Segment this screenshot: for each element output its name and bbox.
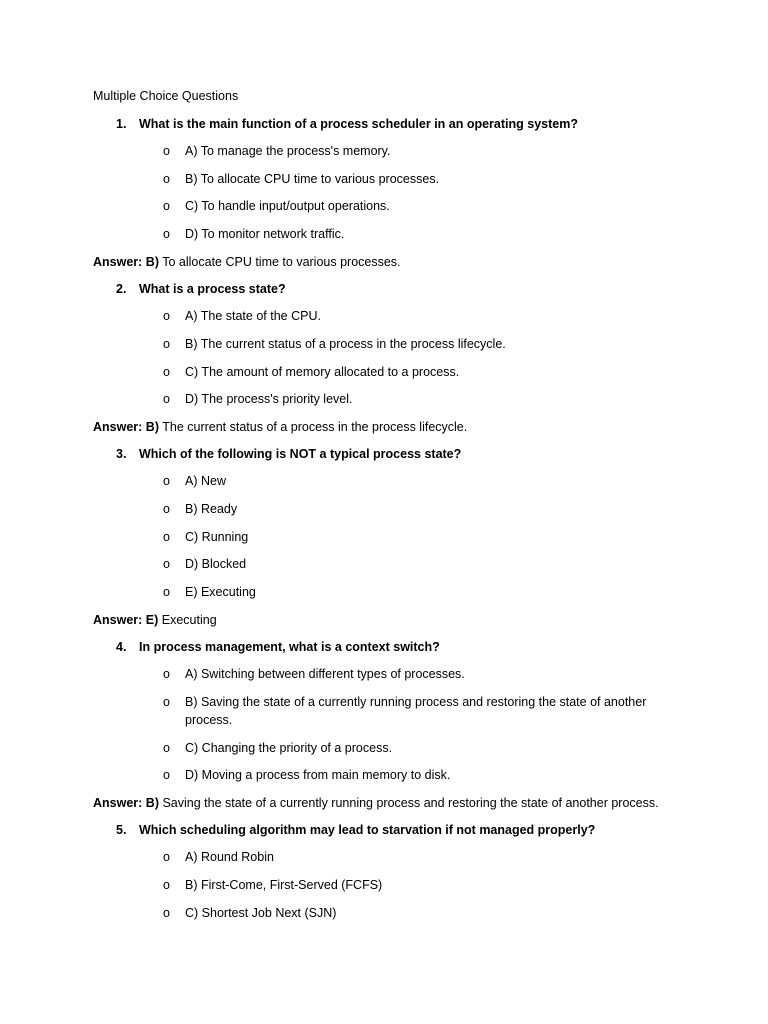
question-text: In process management, what is a context switch? xyxy=(139,640,440,654)
answer-label: Answer: B) xyxy=(93,796,159,810)
option-item: D) Moving a process from main memory to disk. xyxy=(185,768,451,782)
bullet-icon: o xyxy=(163,227,170,241)
bullet-icon: o xyxy=(163,502,170,516)
option-item: B) The current status of a process in the process lifecycle. xyxy=(185,337,506,351)
option-item: C) Changing the priority of a process. xyxy=(185,741,393,755)
question-text: What is a process state? xyxy=(139,282,286,296)
option-item: C) To handle input/output operations. xyxy=(185,199,390,213)
option-item: E) Executing xyxy=(185,585,256,599)
bullet-icon: o xyxy=(163,172,170,186)
answer-line xyxy=(93,612,217,628)
bullet-icon: o xyxy=(163,530,170,544)
answer-text: To allocate CPU time to various processes. xyxy=(158,255,401,269)
answer-text: The current status of a process in the process lifecycle. xyxy=(158,420,468,434)
option-item: C) Shortest Job Next (SJN) xyxy=(185,906,337,920)
bullet-icon: o xyxy=(163,695,170,709)
answer-label: Answer: E) xyxy=(93,613,159,627)
question-number: 1. xyxy=(116,117,127,131)
question-number: 3. xyxy=(116,447,127,461)
option-item: B) Saving the state of a currently running process and restoring the state of another process. xyxy=(185,695,647,727)
bullet-icon: o xyxy=(163,878,170,892)
option-item: A) To manage the process's memory. xyxy=(185,144,391,158)
answer-text: Executing xyxy=(158,613,217,627)
bullet-icon: o xyxy=(163,474,170,488)
option-item: A) The state of the CPU. xyxy=(185,309,321,323)
bullet-icon: o xyxy=(163,309,170,323)
bullet-icon: o xyxy=(163,392,170,406)
option-item: B) To allocate CPU time to various processes. xyxy=(185,172,440,186)
question-number: 4. xyxy=(116,640,127,654)
question-number: 5. xyxy=(116,823,127,837)
bullet-icon: o xyxy=(163,768,170,782)
bullet-icon: o xyxy=(163,667,170,681)
bullet-icon: o xyxy=(163,906,170,920)
document-title: Multiple Choice Questions xyxy=(93,89,239,103)
bullet-icon: o xyxy=(163,337,170,351)
bullet-icon: o xyxy=(163,850,170,864)
bullet-icon: o xyxy=(163,199,170,213)
option-item: C) Running xyxy=(185,530,249,544)
question-text: Which of the following is NOT a typical process state? xyxy=(139,447,462,461)
bullet-icon: o xyxy=(163,144,170,158)
option-item: D) The process's priority level. xyxy=(185,392,353,406)
question-text: Which scheduling algorithm may lead to starvation if not managed properly? xyxy=(139,823,596,837)
question-text: What is the main function of a process scheduler in an operating system? xyxy=(139,117,578,131)
option-item: A) New xyxy=(185,474,226,488)
answer-text: Saving the state of a currently running process and restoring the state of another process. xyxy=(158,796,659,810)
answer-label: Answer: B) xyxy=(93,420,159,434)
answer-line xyxy=(93,795,659,811)
bullet-icon: o xyxy=(163,557,170,571)
bullet-icon: o xyxy=(163,365,170,379)
answer-line xyxy=(93,419,467,435)
option-item: D) Blocked xyxy=(185,557,247,571)
bullet-icon: o xyxy=(163,741,170,755)
option-item: B) First-Come, First-Served (FCFS) xyxy=(185,878,383,892)
option-item: D) To monitor network traffic. xyxy=(185,227,345,241)
answer-label: Answer: B) xyxy=(93,255,159,269)
answer-line xyxy=(93,254,401,270)
option-item: A) Switching between different types of processes. xyxy=(185,667,465,681)
option-item: A) Round Robin xyxy=(185,850,274,864)
option-item: B) Ready xyxy=(185,502,238,516)
question-number: 2. xyxy=(116,282,127,296)
option-item: C) The amount of memory allocated to a process. xyxy=(185,365,460,379)
bullet-icon: o xyxy=(163,585,170,599)
